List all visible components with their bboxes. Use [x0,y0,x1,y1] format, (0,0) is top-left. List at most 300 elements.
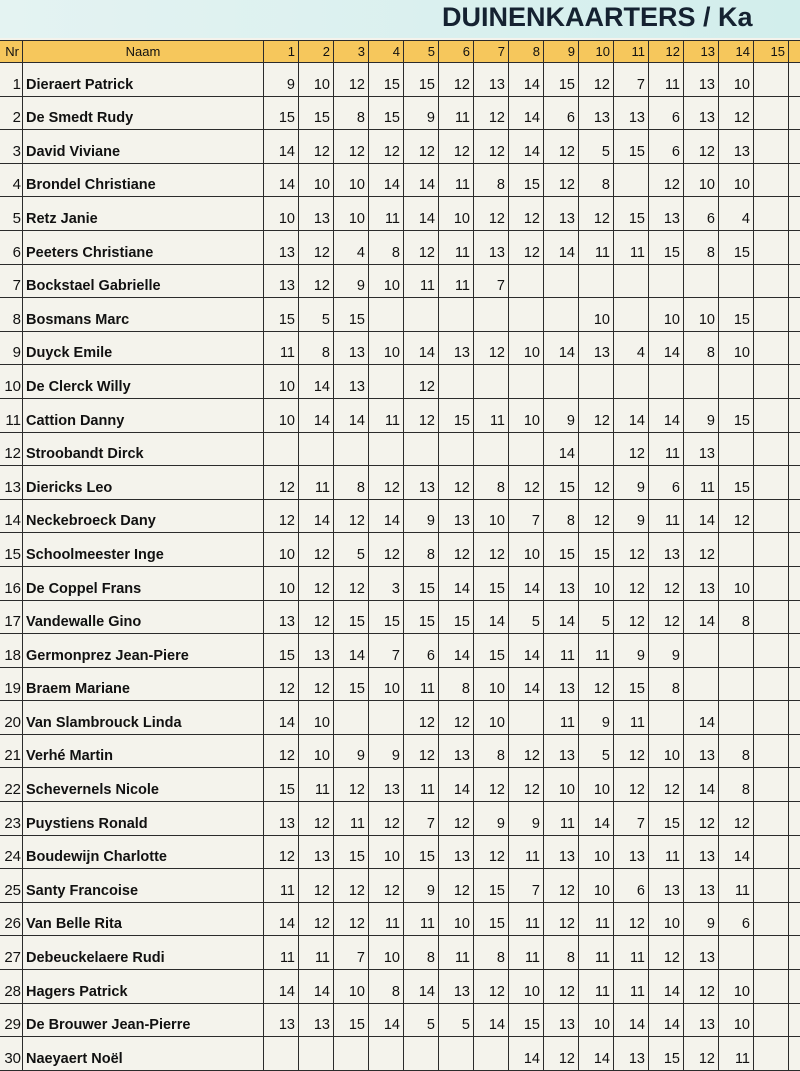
score-cell: 13 [544,197,579,231]
score-cell [649,365,684,399]
score-cell [719,365,754,399]
table-row [0,63,800,97]
score-cell: 13 [334,365,369,399]
score-cell: 14 [439,768,474,802]
score-cell: 15 [439,398,474,432]
row-number: 10 [0,365,23,399]
row-number: 23 [0,802,23,836]
score-cell: 14 [404,331,439,365]
score-cell [789,768,800,802]
score-cell [754,63,789,97]
score-cell: 8 [439,667,474,701]
score-cell [579,264,614,298]
score-cell: 14 [509,96,544,130]
score-cell: 12 [299,130,334,164]
score-cell: 12 [264,835,299,869]
score-cell: 11 [404,667,439,701]
score-cell: 6 [649,96,684,130]
score-cell [754,499,789,533]
score-cell: 14 [509,1037,544,1071]
score-cell: 15 [369,96,404,130]
score-cell [614,264,649,298]
score-cell: 15 [474,902,509,936]
score-cell: 8 [684,331,719,365]
score-cell [789,197,800,231]
score-cell: 11 [579,230,614,264]
score-cell: 12 [369,869,404,903]
score-cell: 12 [474,835,509,869]
score-cell: 13 [614,835,649,869]
score-cell: 10 [334,197,369,231]
score-cell: 12 [474,768,509,802]
score-cell: 11 [264,331,299,365]
row-number: 6 [0,230,23,264]
score-cell [754,331,789,365]
score-cell [789,1003,800,1037]
score-cell: 13 [544,734,579,768]
score-cell: 10 [579,1003,614,1037]
score-cell: 10 [684,298,719,332]
score-cell: 13 [684,566,719,600]
score-cell: 12 [299,264,334,298]
score-cell: 12 [439,869,474,903]
table-row [0,466,800,500]
score-cell: 11 [334,802,369,836]
score-cell: 11 [649,835,684,869]
score-cell: 11 [439,96,474,130]
score-cell: 14 [299,970,334,1004]
score-cell: 14 [579,802,614,836]
score-cell [754,365,789,399]
score-cell: 15 [649,1037,684,1071]
score-cell: 6 [684,197,719,231]
score-cell [754,163,789,197]
score-cell: 14 [614,398,649,432]
score-cell: 12 [334,768,369,802]
score-cell: 11 [614,701,649,735]
score-cell: 11 [369,398,404,432]
row-number: 21 [0,734,23,768]
player-name: Van Belle Rita [23,902,264,936]
score-cell: 13 [369,768,404,802]
score-cell: 13 [719,130,754,164]
score-cell: 13 [684,432,719,466]
player-name: Brondel Christiane [23,163,264,197]
score-cell: 12 [719,499,754,533]
score-cell: 15 [264,634,299,668]
score-cell: 12 [684,130,719,164]
score-cell: 13 [299,1003,334,1037]
page-title: DUINENKAARTERS / Ka [442,0,753,34]
score-cell: 12 [649,163,684,197]
player-name: Peeters Christiane [23,230,264,264]
score-cell: 15 [509,163,544,197]
score-cell: 11 [579,970,614,1004]
score-cell: 12 [649,936,684,970]
table-body [0,63,800,1071]
score-cell: 12 [719,96,754,130]
score-cell: 12 [614,768,649,802]
score-cell [719,432,754,466]
score-cell: 15 [404,63,439,97]
score-cell: 12 [299,230,334,264]
table-row [0,701,800,735]
score-table [0,40,800,1071]
score-cell: 12 [404,398,439,432]
score-cell: 10 [544,768,579,802]
row-number: 28 [0,970,23,1004]
score-cell: 12 [684,533,719,567]
score-cell: 14 [474,600,509,634]
score-cell [789,298,800,332]
score-cell: 13 [264,264,299,298]
score-cell: 12 [614,902,649,936]
score-cell: 14 [264,130,299,164]
score-cell: 7 [509,869,544,903]
score-cell: 14 [404,970,439,1004]
table-row [0,298,800,332]
score-cell: 9 [579,701,614,735]
score-cell [789,365,800,399]
score-cell: 10 [719,970,754,1004]
table-row [0,835,800,869]
score-cell: 10 [264,197,299,231]
score-cell: 12 [579,398,614,432]
score-cell: 10 [579,869,614,903]
score-cell: 12 [264,499,299,533]
score-cell: 10 [334,163,369,197]
score-cell: 8 [719,600,754,634]
table-row [0,197,800,231]
score-cell: 10 [649,902,684,936]
score-cell: 9 [684,398,719,432]
score-cell: 15 [264,96,299,130]
score-cell: 13 [649,533,684,567]
row-number: 16 [0,566,23,600]
score-cell: 12 [264,667,299,701]
score-cell: 12 [579,197,614,231]
score-cell: 15 [719,230,754,264]
score-cell: 8 [299,331,334,365]
score-cell: 13 [684,1003,719,1037]
score-cell: 12 [334,566,369,600]
score-cell: 10 [474,499,509,533]
score-cell: 13 [614,1037,649,1071]
score-cell [509,298,544,332]
score-cell: 15 [719,298,754,332]
score-cell: 15 [334,1003,369,1037]
row-number: 25 [0,869,23,903]
score-cell: 13 [544,835,579,869]
score-cell: 14 [614,1003,649,1037]
player-name: Retz Janie [23,197,264,231]
score-cell [789,566,800,600]
score-cell: 9 [404,499,439,533]
score-cell: 14 [509,566,544,600]
score-cell: 14 [649,398,684,432]
score-cell: 12 [264,466,299,500]
score-cell: 10 [264,398,299,432]
score-cell [474,298,509,332]
player-name: Germonprez Jean-Piere [23,634,264,668]
score-cell [474,1037,509,1071]
score-cell: 11 [299,768,334,802]
score-cell: 9 [509,802,544,836]
score-cell: 8 [369,970,404,1004]
score-cell: 13 [474,230,509,264]
score-cell: 7 [509,499,544,533]
score-cell: 12 [474,331,509,365]
table-row [0,902,800,936]
score-cell: 11 [614,936,649,970]
score-cell [754,734,789,768]
score-cell: 11 [579,902,614,936]
score-cell [754,298,789,332]
score-cell: 13 [439,499,474,533]
score-cell: 11 [299,466,334,500]
score-cell [754,230,789,264]
score-cell: 8 [719,768,754,802]
score-cell [474,432,509,466]
player-name: Verhé Martin [23,734,264,768]
score-cell: 15 [544,533,579,567]
score-cell: 10 [509,970,544,1004]
score-cell: 12 [509,768,544,802]
table-row [0,499,800,533]
score-cell: 9 [614,634,649,668]
row-number: 8 [0,298,23,332]
table-row [0,1037,800,1071]
player-name: Hagers Patrick [23,970,264,1004]
row-number: 19 [0,667,23,701]
score-cell: 10 [509,331,544,365]
score-cell [719,936,754,970]
score-cell [754,466,789,500]
score-cell: 14 [509,634,544,668]
score-cell: 15 [474,869,509,903]
score-cell: 7 [614,802,649,836]
score-cell: 12 [474,130,509,164]
score-cell: 13 [649,869,684,903]
score-cell: 14 [264,163,299,197]
score-cell [404,432,439,466]
score-cell [649,701,684,735]
score-cell: 8 [649,667,684,701]
header-round: 11 [614,41,649,63]
score-cell: 13 [264,1003,299,1037]
score-cell: 14 [649,1003,684,1037]
table-row [0,533,800,567]
score-cell: 6 [649,130,684,164]
score-cell: 10 [579,566,614,600]
player-name: De Clerck Willy [23,365,264,399]
table-row [0,936,800,970]
score-cell: 13 [579,331,614,365]
score-cell: 12 [439,533,474,567]
score-cell: 12 [684,970,719,1004]
score-cell: 12 [614,734,649,768]
score-cell: 13 [299,634,334,668]
header-round: 3 [334,41,369,63]
player-name: Naeyaert Noël [23,1037,264,1071]
score-cell: 12 [299,869,334,903]
row-number: 29 [0,1003,23,1037]
score-cell [789,970,800,1004]
score-cell: 15 [649,802,684,836]
row-number: 9 [0,331,23,365]
score-cell: 7 [404,802,439,836]
score-cell: 15 [334,835,369,869]
score-cell [789,230,800,264]
score-cell: 15 [474,566,509,600]
score-cell: 8 [369,230,404,264]
player-name: Braem Mariane [23,667,264,701]
score-cell: 8 [404,533,439,567]
score-cell [614,163,649,197]
score-cell: 15 [579,533,614,567]
table-row [0,96,800,130]
score-cell [789,667,800,701]
score-cell: 11 [649,499,684,533]
score-cell: 11 [719,1037,754,1071]
score-cell: 11 [614,970,649,1004]
score-cell: 8 [404,936,439,970]
score-cell: 15 [264,768,299,802]
score-cell [299,1037,334,1071]
score-cell: 9 [404,869,439,903]
score-cell: 8 [334,96,369,130]
score-cell: 14 [649,970,684,1004]
score-cell: 12 [299,902,334,936]
player-name: Santy Francoise [23,869,264,903]
score-cell: 5 [579,734,614,768]
score-cell: 12 [334,869,369,903]
score-cell: 10 [299,163,334,197]
score-cell: 6 [614,869,649,903]
score-cell: 12 [579,63,614,97]
player-name: Stroobandt Dirck [23,432,264,466]
score-cell [754,701,789,735]
score-cell: 13 [684,869,719,903]
score-cell: 5 [404,1003,439,1037]
score-cell [754,533,789,567]
score-cell: 9 [614,499,649,533]
score-cell: 14 [299,398,334,432]
score-cell: 14 [264,701,299,735]
score-cell: 7 [369,634,404,668]
row-number: 20 [0,701,23,735]
player-name: Schevernels Nicole [23,768,264,802]
score-cell: 11 [439,163,474,197]
score-cell: 10 [649,298,684,332]
score-cell: 12 [439,802,474,836]
score-cell: 10 [264,533,299,567]
score-cell: 15 [404,600,439,634]
score-cell [789,466,800,500]
score-cell: 11 [649,63,684,97]
score-cell: 14 [684,768,719,802]
score-cell: 9 [544,398,579,432]
score-cell: 11 [544,701,579,735]
score-cell: 14 [649,331,684,365]
score-cell: 10 [369,667,404,701]
score-cell: 12 [439,130,474,164]
score-cell: 14 [474,1003,509,1037]
score-cell: 14 [509,130,544,164]
row-number: 30 [0,1037,23,1071]
table-row [0,600,800,634]
table-row [0,230,800,264]
score-cell: 15 [614,130,649,164]
score-cell: 11 [369,197,404,231]
score-cell: 11 [474,398,509,432]
score-cell: 14 [684,701,719,735]
score-cell: 13 [264,600,299,634]
score-cell: 14 [299,499,334,533]
header-row [0,41,800,63]
score-cell [754,432,789,466]
score-cell: 12 [649,566,684,600]
score-cell: 12 [544,970,579,1004]
score-cell [789,432,800,466]
score-cell: 15 [369,600,404,634]
score-cell [789,701,800,735]
score-cell: 12 [579,466,614,500]
row-number: 3 [0,130,23,164]
player-name: Dieraert Patrick [23,63,264,97]
score-cell: 10 [299,701,334,735]
score-cell: 14 [719,835,754,869]
score-cell [789,936,800,970]
score-cell [719,634,754,668]
score-cell [614,298,649,332]
score-cell: 15 [474,634,509,668]
player-name: Bosmans Marc [23,298,264,332]
score-cell [509,432,544,466]
header-round: 10 [579,41,614,63]
score-cell: 10 [579,768,614,802]
score-cell: 8 [544,499,579,533]
player-name: Van Slambrouck Linda [23,701,264,735]
score-cell: 12 [719,802,754,836]
score-cell: 13 [264,802,299,836]
score-cell: 12 [614,600,649,634]
score-cell: 10 [369,936,404,970]
score-cell [789,96,800,130]
score-cell [719,667,754,701]
score-cell: 8 [474,734,509,768]
header-round: 5 [404,41,439,63]
score-cell [299,432,334,466]
score-cell [754,835,789,869]
score-cell: 15 [719,466,754,500]
score-cell: 12 [544,163,579,197]
score-cell [719,701,754,735]
header-round: 6 [439,41,474,63]
table-row [0,163,800,197]
score-cell: 8 [684,230,719,264]
score-cell: 5 [334,533,369,567]
score-cell: 15 [334,667,369,701]
score-cell: 15 [614,197,649,231]
score-cell: 4 [334,230,369,264]
score-cell: 12 [334,130,369,164]
score-cell: 12 [649,768,684,802]
score-cell: 14 [299,365,334,399]
table-row [0,970,800,1004]
score-cell: 12 [649,600,684,634]
score-cell [719,533,754,567]
